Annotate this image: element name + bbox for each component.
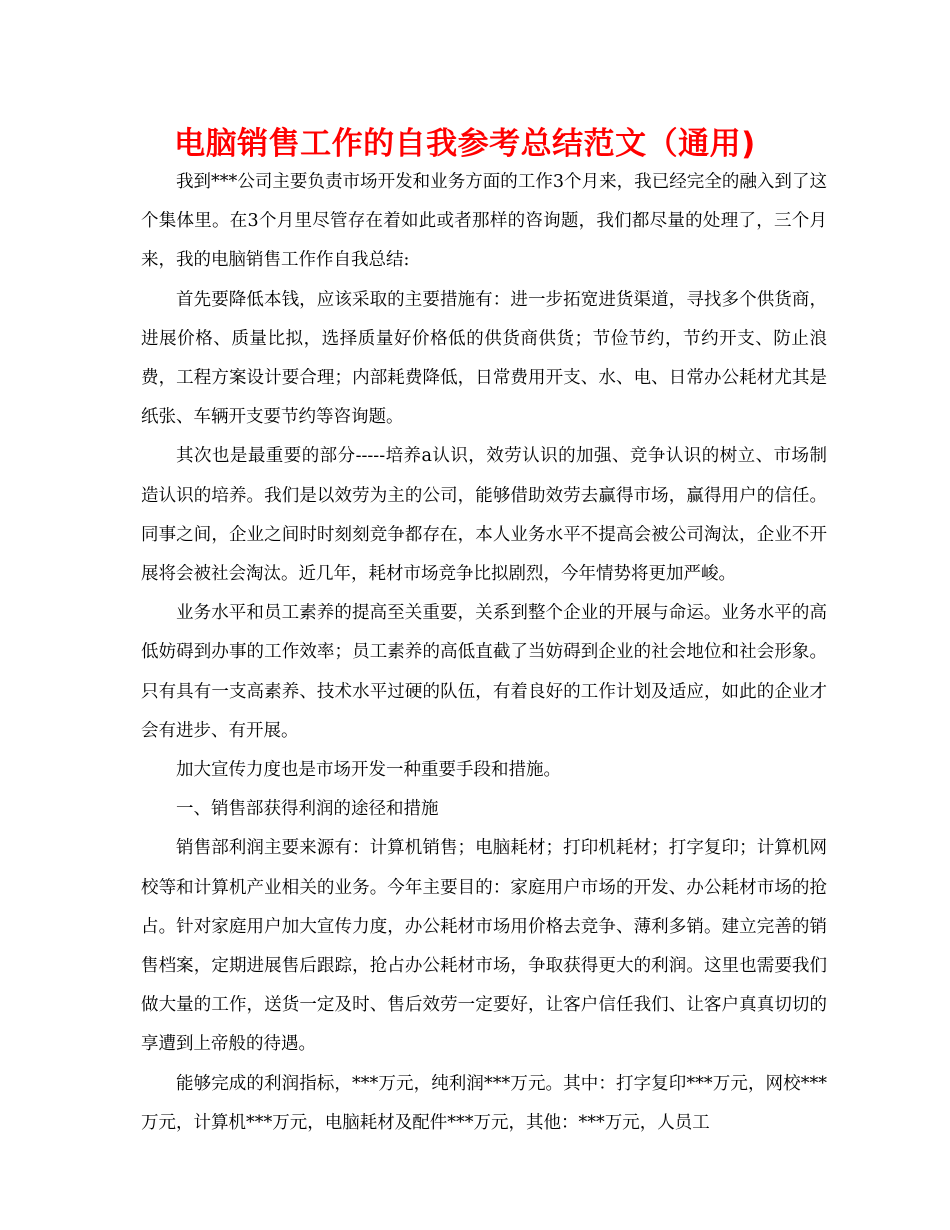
paragraph-intro: 我到***公司主要负责市场开发和业务方面的工作3个月来，我已经完全的融入到了这个集体里。在3个月里尽管存在着如此或者那样的咨询题，我们都尽量的处理了，三个月来，我的电脑销售工作作自我总结: [141, 172, 827, 271]
section-heading-profit: 一、销售部获得利润的途径和措施 [176, 799, 439, 820]
paragraph-publicity: 加大宣传力度也是市场开发一种重要手段和措施。 [176, 760, 561, 781]
paragraph-staff-quality: 业务水平和员工素养的提高至关重要，关系到整个企业的开展与命运。业务水平的高低妨碍到办事的工作效率；员工素养的高低直截了当妨碍到企业的社会地位和社会形象。只有具有一支高素养、技术水平过硬的队伍，有着良好的工作计划及适应，如此的企业才会有进步、有开展。 [141, 603, 827, 741]
paragraph-profit-targets: 能够完成的利润指标，***万元，纯利润***万元。其中：打字复印***万元，网校***万元，计算机***万元，电脑耗材及配件***万元，其他：***万元，人员工 [141, 1073, 827, 1133]
paragraph-profit-sources: 销售部利润主要来源有：计算机销售；电脑耗材；打印机耗材；打字复印；计算机网校等和计算机产业相关的业务。今年主要目的：家庭用户市场的开发、办公耗材市场的抢占。针对家庭用户加大宣传力度，办公耗材市场用价格去竞争、薄利多销。建立完善的销售档案，定期进展售后跟踪，抢占办公耗材市场，争取获得更大的利润。这里也需要我们做大量的工作，送货一定及时、售后效劳一定要好，让客户信任我们、让客户真真切切的享遭到上帝般的待遇。 [141, 838, 827, 1055]
document-title: 电脑销售工作的自我参考总结范文（通用) [174, 126, 756, 162]
document-body [141, 163, 827, 1143]
paragraph-service-awareness: 其次也是最重要的部分-----培养a认识，效劳认识的加强、竞争认识的树立、市场制造认识的培养。我们是以效劳为主的公司，能够借助效劳去赢得市场，赢得用户的信任。同事之间，企业之间时时刻刻竞争都存在，本人业务水平不提高会被公司淘汰，企业不开展将会被社会淘汰。近几年，耗材市场竞争比拟剧烈，今年情势将更加严峻。 [141, 446, 827, 585]
paragraph-cost-reduction: 首先要降低本钱，应该采取的主要措施有：进一步拓宽进货渠道，寻找多个供货商，进展价格、质量比拟，选择质量好价格低的供货商供货；节俭节约，节约开支、防止浪费，工程方案设计要合理；内部耗费降低，日常费用开支、水、电、日常办公耗材尤其是纸张、车辆开支要节约等咨询题。 [141, 289, 827, 428]
